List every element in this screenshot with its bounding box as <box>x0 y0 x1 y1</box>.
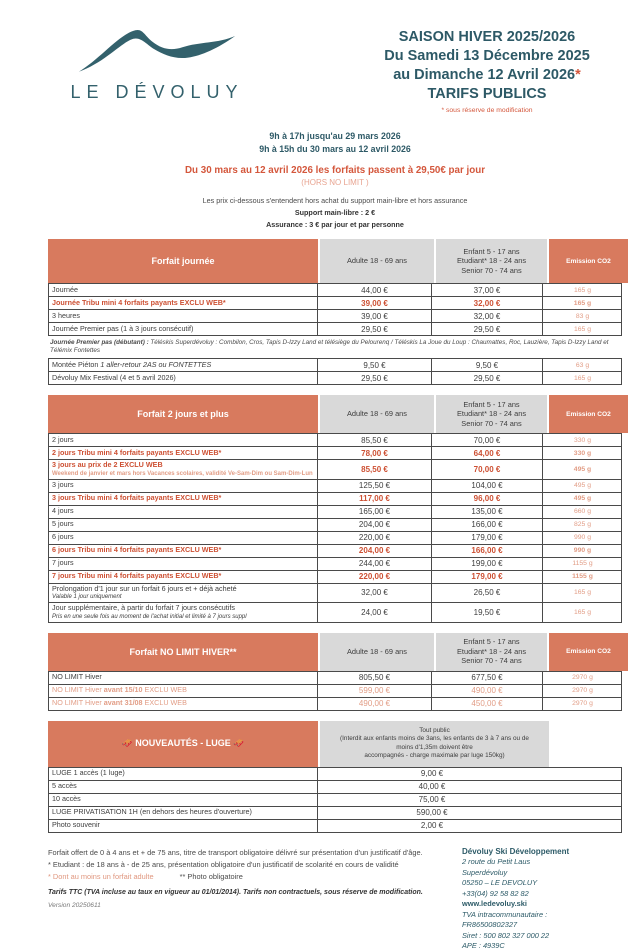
price-cell: 490,00 € <box>318 698 432 710</box>
column-co2: Emission CO2 <box>549 633 628 671</box>
co2-cell: 330 g <box>573 449 592 457</box>
footer <box>48 847 622 952</box>
price-cell: 32,00 € <box>432 297 543 309</box>
row-label: 7 jours Tribu mini 4 forfaits payants EXCLU WEB* <box>49 571 318 583</box>
company-name: Dévoluy Ski Développement <box>462 846 570 856</box>
row-label: Jour supplémentaire, à partir du forfait 7 jours consécutifs Pris en une seule fois au moment de l'achat initial et limité à 7 jours suppl <box>49 603 318 622</box>
row-label: 3 jours <box>49 480 318 492</box>
title-block <box>352 28 622 114</box>
price-cell: 179,00 € <box>432 532 543 544</box>
co2-cell: 2970 g <box>572 687 593 694</box>
table-row <box>49 768 621 781</box>
price-cell: 85,50 € <box>318 434 432 446</box>
column-adult: Adulte 18 - 69 ans <box>320 395 434 433</box>
table-row <box>49 794 621 807</box>
co2-cell: 825 g <box>573 521 591 528</box>
price-cell: 64,00 € <box>432 447 543 459</box>
price-cell: 39,00 € <box>318 297 432 309</box>
table-luge <box>48 721 622 833</box>
row-label: 10 accès <box>49 794 318 806</box>
co2-cell: 495 g <box>573 465 592 473</box>
row-label: NO LIMIT Hiver avant 15/10 EXCLU WEB <box>49 685 318 697</box>
table-title: Forfait journée <box>48 239 318 283</box>
price-cell: 78,00 € <box>318 447 432 459</box>
co2-cell: 165 g <box>573 299 592 307</box>
row-label: 6 jours <box>49 532 318 544</box>
column-co2: Emission CO2 <box>549 395 628 433</box>
ape-code: APE : 4939C <box>462 941 505 950</box>
price-cell: 490,00 € <box>432 685 543 697</box>
row-label: Journée Tribu mini 4 forfaits payants EXCLU WEB* <box>49 297 318 309</box>
co2-cell: 165 g <box>573 608 591 616</box>
table-row <box>49 820 621 833</box>
address-line: 05250 – LE DEVOLUY <box>462 878 538 887</box>
column-child: Enfant 5 - 17 ans Etudiant* 18 - 24 ans Senior 70 - 74 ans <box>436 395 547 433</box>
row-label: 4 jours <box>49 506 318 518</box>
table-body <box>48 767 622 833</box>
table-row <box>49 460 621 480</box>
row-label: 7 jours <box>49 558 318 570</box>
table-forfait-journee <box>48 239 622 385</box>
table-row <box>49 359 621 372</box>
footnotes-row <box>48 871 448 883</box>
price-cell: 19,50 € <box>432 603 543 622</box>
price-cell: 677,50 € <box>432 672 543 684</box>
column-child: Enfant 5 - 17 ans Etudiant* 18 - 24 ans Senior 70 - 74 ans <box>436 239 547 283</box>
tva-number: FR86500802327 <box>462 920 518 929</box>
price-cell: 220,00 € <box>318 532 432 544</box>
price-cell: 96,00 € <box>432 493 543 505</box>
table-row <box>49 323 621 336</box>
co2-cell: 165 g <box>573 374 591 382</box>
column-adult: Adulte 18 - 69 ans <box>320 633 434 671</box>
row-label: 3 jours Tribu mini 4 forfaits payants EXCLU WEB* <box>49 493 318 505</box>
header <box>48 22 622 114</box>
table-row <box>49 493 621 506</box>
tarifs-title: TARIFS PUBLICS <box>427 86 547 102</box>
price-cell: 39,00 € <box>318 310 432 322</box>
price-cell: 125,50 € <box>318 480 432 492</box>
co2-cell: 165 g <box>573 589 591 597</box>
co2-cell: 2970 g <box>572 700 593 707</box>
promo-exclusion: (HORS NO LIMIT ) <box>301 178 369 187</box>
table-row <box>49 310 621 323</box>
row-label: 5 accès <box>49 781 318 793</box>
row-label: LUGE PRIVATISATION 1H (en dehors des heures d'ouverture) <box>49 807 318 819</box>
row-label: 2 jours <box>49 434 318 446</box>
table-row <box>49 672 621 685</box>
sled-icon: 🛷 <box>233 738 245 748</box>
table-title: 🛷 NOUVEAUTÉS - LUGE 🛷 <box>48 721 318 767</box>
table-title: Forfait NO LIMIT HIVER** <box>48 633 318 671</box>
table-row <box>49 284 621 297</box>
price-cell: 104,00 € <box>432 480 543 492</box>
row-label: 5 jours <box>49 519 318 531</box>
table-body <box>48 671 622 711</box>
address-line: Superdévoluy <box>462 867 508 877</box>
table-row <box>49 447 621 460</box>
devoluy-logo <box>62 22 252 103</box>
price-cell: 44,00 € <box>318 284 432 296</box>
intro-block <box>48 130 622 229</box>
spring-promo: Du 30 mars au 12 avril 2026 les forfaits passent à 29,50€ par jour <box>184 165 486 176</box>
price-cell: 9,50 € <box>318 359 432 371</box>
price-cell: 9,50 € <box>432 359 543 371</box>
table-header <box>48 633 622 671</box>
price-cell: 166,00 € <box>432 519 543 531</box>
season-title: SAISON HIVER 2025/2026 <box>398 29 576 45</box>
siret-number: Siret : 500 802 327 000 22 <box>462 930 550 940</box>
table-row <box>49 584 621 604</box>
table-row <box>49 781 621 794</box>
co2-cell: 165 g <box>573 286 591 294</box>
adult-required-note: * Dont au moins un forfait adulte <box>48 871 154 881</box>
price-note: Les prix ci-dessous s'entendent hors achat du support main-libre et hors assurance <box>202 196 468 205</box>
price-cell: 9,00 € <box>420 769 444 778</box>
column-co2: Emission CO2 <box>549 239 628 283</box>
table-row <box>49 519 621 532</box>
support-price: Support main-libre : 2 € <box>294 208 376 217</box>
price-cell: 32,00 € <box>432 310 543 322</box>
co2-cell: 660 g <box>573 508 591 515</box>
table-row <box>49 571 621 584</box>
opening-hours-1: 9h à 17h jusqu'au 29 mars 2026 <box>269 131 401 141</box>
co2-cell: 165 g <box>573 325 591 333</box>
price-cell: 29,50 € <box>432 372 543 384</box>
table-row <box>49 506 621 519</box>
premier-pas-note: Journée Premier pas (débutant) : Téléskis Superdévoluy : Combilon, Cros, Tapis D-Izzy Land et télésiège du Pelourenq / Téléskis La Joue du Loup : Chaumattes, Roc, Lauzière, Tapis D-Izzy Land et Télémix Fontettes <box>50 339 609 354</box>
table-body-extra <box>48 358 622 385</box>
table-row <box>49 603 621 623</box>
row-label: NO LIMIT Hiver <box>49 672 318 684</box>
column-public: Tout public (Interdit aux enfants moins de 3ans, les enfants de 3 à 7 ans ou de moins d'1,35m doivent être accompagnés - charge maximale par luge 150kg) <box>320 721 549 767</box>
price-cell: 199,00 € <box>432 558 543 570</box>
price-cell: 244,00 € <box>318 558 432 570</box>
price-cell: 204,00 € <box>318 545 432 557</box>
table-header <box>48 395 622 433</box>
table-row <box>49 372 621 385</box>
mountain-logo-icon <box>77 22 237 80</box>
co2-cell: 495 g <box>573 495 592 502</box>
student-note: * Etudiant : de 18 ans à - de 25 ans, présentation obligatoire d'un justificatif de scolarité en cours de validité <box>48 859 399 869</box>
row-label: Dévoluy Mix Festival (4 et 5 avril 2026) <box>49 372 318 384</box>
co2-cell: 330 g <box>573 436 591 444</box>
price-cell: 2,00 € <box>420 821 444 830</box>
price-cell: 166,00 € <box>432 545 543 557</box>
row-label: NO LIMIT Hiver avant 31/08 EXCLU WEB <box>49 698 318 710</box>
address-line: 2 route du Petit Laus <box>462 857 531 866</box>
price-cell: 85,50 € <box>318 460 432 479</box>
price-cell: 450,00 € <box>432 698 543 710</box>
tva-label: TVA intracommunautaire : <box>462 909 548 919</box>
row-label: 2 jours Tribu mini 4 forfaits payants EXCLU WEB* <box>49 447 318 459</box>
price-cell: 29,50 € <box>318 323 432 335</box>
price-cell: 805,50 € <box>318 672 432 684</box>
table-row <box>49 545 621 558</box>
table-row <box>49 297 621 310</box>
insurance-price: Assurance : 3 € par jour et par personne <box>266 220 404 229</box>
footer-notes <box>48 847 448 952</box>
table-row <box>49 434 621 447</box>
co2-cell: 990 g <box>573 534 591 541</box>
asterisk: * <box>575 67 581 83</box>
price-cell: 117,00 € <box>318 493 432 505</box>
age-note: Forfait offert de 0 à 4 ans et + de 75 ans, titre de transport obligatoire délivré sur présentation d'un justificatif d'âge. <box>48 847 423 857</box>
price-cell: 70,00 € <box>432 460 543 479</box>
table-row <box>49 685 621 698</box>
table-title: Forfait 2 jours et plus <box>48 395 318 433</box>
row-label: Journée <box>49 284 318 296</box>
table-row <box>49 480 621 493</box>
price-cell: 599,00 € <box>318 685 432 697</box>
price-cell: 165,00 € <box>318 506 432 518</box>
co2-cell: 1155 g <box>572 573 593 580</box>
brand-wordmark: LE DÉVOLUY <box>70 82 244 102</box>
company-address <box>462 847 622 952</box>
row-label: Montée Piéton 1 aller-retour 2AS ou FONTETTES <box>49 359 318 371</box>
table-header <box>48 721 622 767</box>
website-link[interactable]: www.ledevoluy.ski <box>462 899 527 908</box>
price-cell: 40,00 € <box>418 782 446 791</box>
row-label: 3 jours au prix de 2 EXCLU WEB Weekend de janvier et mars hors Vacances scolaires, validité Ve-Sam-Dim ou Sam-Dim-Lun <box>49 460 318 479</box>
row-label: Journée Premier pas (1 à 3 jours consécutif) <box>49 323 318 335</box>
table-row <box>49 558 621 571</box>
co2-cell: 495 g <box>573 482 591 489</box>
price-cell: 24,00 € <box>318 603 432 622</box>
phone-number: +33(04) 92 58 82 82 <box>462 888 529 898</box>
table-body <box>48 283 622 336</box>
price-cell: 29,50 € <box>318 372 432 384</box>
table-body <box>48 433 622 623</box>
table-nolimit <box>48 633 622 711</box>
table-row <box>49 698 621 711</box>
price-cell: 220,00 € <box>318 571 432 583</box>
co2-cell: 83 g <box>575 312 590 320</box>
co2-cell: 1155 g <box>572 560 593 567</box>
co2-cell: 2970 g <box>572 674 593 681</box>
version-label: Version 20250611 <box>48 901 101 909</box>
sled-icon: 🛷 <box>121 738 133 748</box>
table-row <box>49 807 621 820</box>
price-cell: 204,00 € <box>318 519 432 531</box>
tariff-sheet <box>0 22 640 950</box>
price-cell: 26,50 € <box>432 584 543 603</box>
row-label: Prolongation d'1 jour sur un forfait 6 jours et + déjà acheté Valable 1 jour uniquement <box>49 584 318 603</box>
price-cell: 590,00 € <box>416 808 448 817</box>
price-cell: 32,00 € <box>318 584 432 603</box>
price-cell: 29,50 € <box>432 323 543 335</box>
opening-hours-2: 9h à 15h du 30 mars au 12 avril 2026 <box>259 144 411 154</box>
table-row <box>49 532 621 545</box>
price-cell: 37,00 € <box>432 284 543 296</box>
table-header <box>48 239 622 283</box>
co2-cell: 63 g <box>575 361 590 369</box>
row-label: 6 jours Tribu mini 4 forfaits payants EXCLU WEB* <box>49 545 318 557</box>
row-label: 3 heures <box>49 310 318 322</box>
date-from: Du Samedi 13 Décembre 2025 <box>384 48 590 64</box>
column-adult: Adulte 18 - 69 ans <box>320 239 434 283</box>
column-child: Enfant 5 - 17 ans Etudiant* 18 - 24 ans Senior 70 - 74 ans <box>436 633 547 671</box>
table-forfait-sejour <box>48 395 622 623</box>
row-label: LUGE 1 accès (1 luge) <box>49 768 318 780</box>
date-to: au Dimanche 12 Avril 2026* <box>393 67 581 83</box>
modification-note: * sous réserve de modification <box>441 107 533 114</box>
row-label: Photo souvenir <box>49 820 318 832</box>
price-cell: 179,00 € <box>432 571 543 583</box>
tarifs-ttc-note: Tarifs TTC (TVA incluse au taux en vigueur au 01/01/2014). Tarifs non contractuels, sous réserve de modification. <box>48 888 423 896</box>
price-cell: 135,00 € <box>432 506 543 518</box>
co2-cell: 990 g <box>573 547 592 554</box>
photo-note: ** Photo obligatoire <box>179 871 243 881</box>
price-cell: 70,00 € <box>432 434 543 446</box>
price-cell: 75,00 € <box>418 795 446 804</box>
